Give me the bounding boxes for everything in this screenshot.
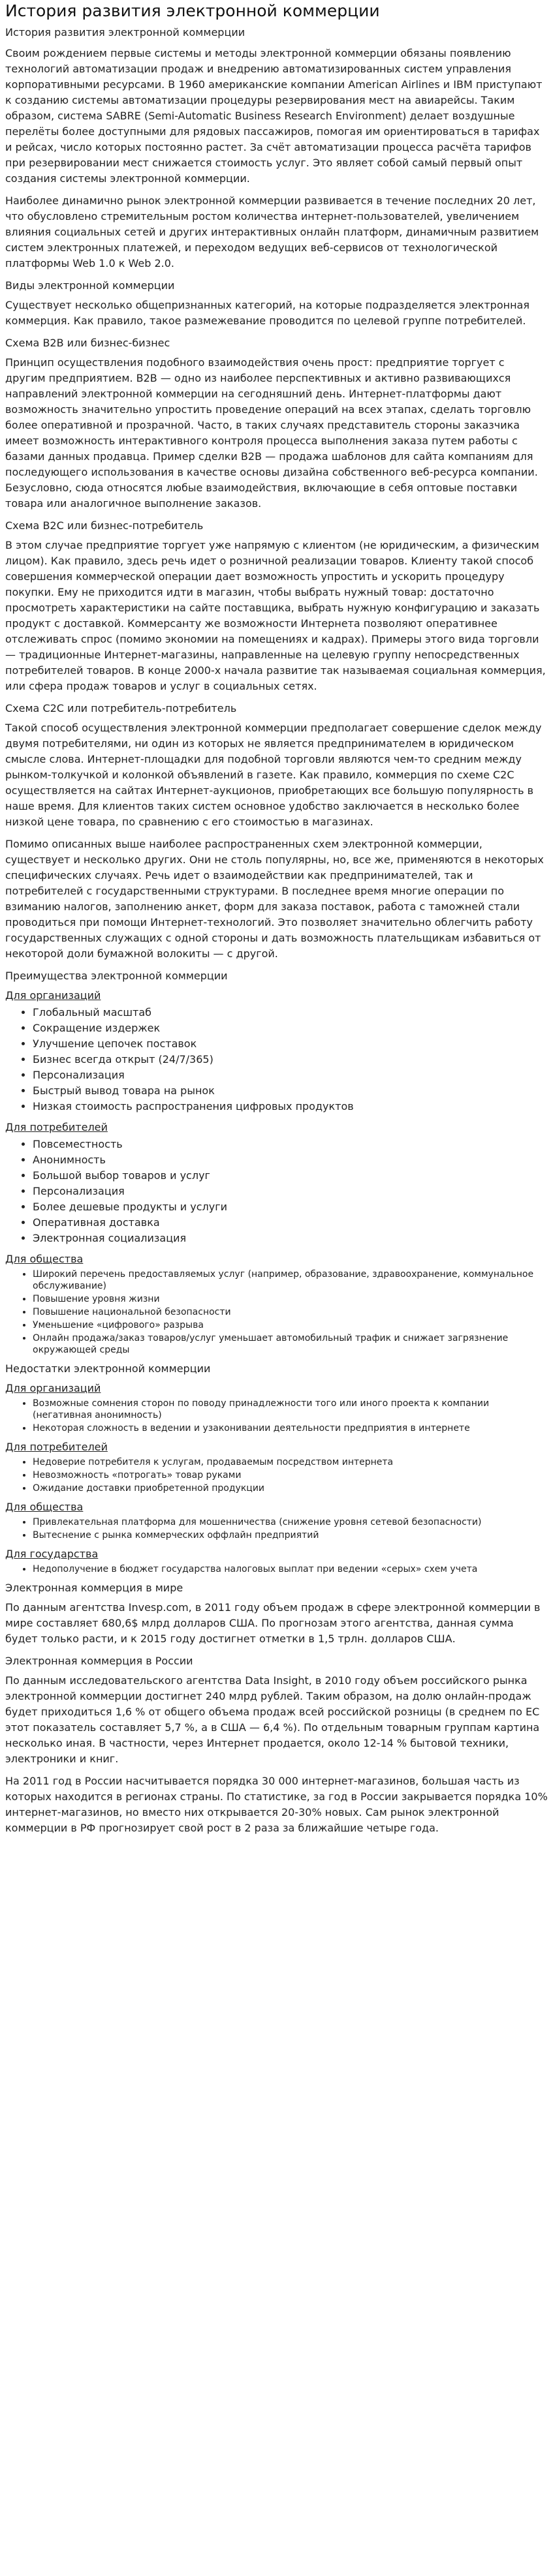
russia-paragraph-2: На 2011 год в России насчитывается порядка 30 000 интернет-магазинов, большая часть из которых находится в регионах страны. По статистике, за год в России закрывается порядка 10% интернет-магазинов, но вместо них открывается 20-30% новых. Сам рынок электронной коммерции в РФ прогнозирует свой рост в 2 раза за ближайшие четыре года. bbox=[5, 1775, 548, 1834]
intro-paragraph-1: Своим рождением первые системы и методы электронной коммерции обязаны появлению технологий автоматизации продаж и внедрению автоматизированных систем управления корпоративными ресурсами. В 1960 американские компании American Airlines и IBM приступают к созданию системы автоматизации процедуры резервирования мест на авиарейсы. Таким образом, система SABRE (Semi-Automatic Business Research Environment) делает воздушные перелёты более доступными для рядовых пассажиров, помогая им ориентироваться в тарифах и рейсах, число которых постоянно растет. За счёт автоматизации процесса расчёта тарифов при резервировании мест снижается стоимость услуг. Это являет собой самый первый опыт создания системы электронной коммерции. bbox=[5, 47, 543, 185]
list-item: • Оперативная доставка bbox=[33, 1215, 548, 1231]
c2c-heading: Схема C2C или потребитель-потребитель bbox=[5, 702, 237, 714]
list-item: • Онлайн продажа/заказ товаров/услуг уменьшает автомобильный трафик и снижает загрязнение окружающей среды bbox=[33, 1332, 548, 1356]
list-item: • Широкий перечень предоставляемых услуг (например, образование, здравоохранение, коммунальное обслуживание) bbox=[33, 1268, 548, 1292]
world-paragraph: По данным агентства Invesp.com, в 2011 году объем продаж в сфере электронной коммерции в мире составляет 680,6$ млрд долларов США. По прогнозам этого агентства, данная сумма будет только расти, и к 2015 году достигнет отметки в 1,5 трлн. долларов США. bbox=[5, 1601, 541, 1645]
list-item: • Недополучение в бюджет государства налоговых выплат при ведении «серых» схем учета bbox=[33, 1563, 548, 1575]
list-item: • Улучшение цепочек поставок bbox=[33, 1036, 548, 1052]
advantages-consumers-heading: Для потребителей bbox=[5, 1121, 108, 1133]
list-item: • Электронная социализация bbox=[33, 1231, 548, 1246]
list-item: • Привлекательная платформа для мошенничества (снижение уровня сетевой безопасности) bbox=[33, 1516, 548, 1528]
disadvantages-orgs-list bbox=[5, 1398, 548, 1434]
disadvantages-state-heading: Для государства bbox=[5, 1548, 99, 1560]
list-item: • Бизнес всегда открыт (24/7/365) bbox=[33, 1052, 548, 1067]
list-item: • Персонализация bbox=[33, 1184, 548, 1199]
b2b-heading: Схема B2B или бизнес-бизнес bbox=[5, 337, 170, 349]
list-item: • Анонимность bbox=[33, 1152, 548, 1168]
list-item: • Возможные сомнения сторон по поводу принадлежности того или иного проекта к компании (негативная анонимность) bbox=[33, 1398, 548, 1421]
list-item: • Большой выбор товаров и услуг bbox=[33, 1168, 548, 1184]
list-item: • Ожидание доставки приобретенной продукции bbox=[33, 1482, 548, 1494]
list-item: • Недоверие потребителя к услугам, продаваемым посредством интернета bbox=[33, 1456, 548, 1468]
list-item: • Сокращение издержек bbox=[33, 1020, 548, 1036]
list-item: • Быстрый вывод товара на рынок bbox=[33, 1083, 548, 1099]
section-subtitle: История развития электронной коммерции bbox=[5, 26, 245, 38]
list-item: • Невозможность «потрогать» товар руками bbox=[33, 1469, 548, 1481]
disadvantages-heading: Недостатки электронной коммерции bbox=[5, 1362, 211, 1375]
b2b-paragraph: Принцип осуществления подобного взаимодействия очень прост: предприятие торгует с другим предприятием. B2B — одно из наиболее перспективных и активно развивающихся направлений электронной коммерции на сегодняшний день. Интернет-платформы дают возможность значительно упростить проведение операций на всех этапах, сделать торговлю более оперативной и прозрачной. Часто, в таких случаях представитель стороны заказчика имеет возможность интерактивного контроля процесса выполнения заказа путем работы с базами данных продавца. Пример сделки B2B — продажа шаблонов для сайта компаниям для последующего использования в качестве основы дизайна собственного веб-ресурса компании. Безусловно, сюда относятся любые взаимодействия, включающие в себя оптовые поставки товара или аналогичное выполнение заказов. bbox=[5, 356, 538, 510]
list-item: • Уменьшение «цифрового» разрыва bbox=[33, 1319, 548, 1331]
disadvantages-society-heading: Для общества bbox=[5, 1501, 84, 1513]
list-item: • Глобальный масштаб bbox=[33, 1005, 548, 1020]
russia-heading: Электронная коммерция в России bbox=[5, 1655, 193, 1667]
advantages-consumers-list bbox=[5, 1137, 548, 1246]
types-heading: Виды электронной коммерции bbox=[5, 279, 175, 292]
intro-paragraph-2: Наиболее динамично рынок электронной коммерции развивается в течение последних 20 лет, что обусловлено стремительным ростом количества интернет-пользователей, увеличением влияния социальных сетей и других интерактивных онлайн платформ, динамичным развитием систем электронных платежей, и переходом ведущих веб-сервисов от технологической платформы Web 1.0 к Web 2.0. bbox=[5, 194, 539, 269]
list-item: • Повсеместность bbox=[33, 1137, 548, 1152]
types-intro-paragraph: Существует несколько общепризнанных категорий, на которые подразделяется электронная коммерция. Как правило, такое размежевание проводится по целевой группе потребителей. bbox=[5, 299, 529, 327]
list-item: • Более дешевые продукты и услуги bbox=[33, 1199, 548, 1215]
disadvantages-state-list bbox=[5, 1563, 548, 1575]
advantages-orgs-list bbox=[5, 1005, 548, 1114]
russia-paragraph-1: По данным исследовательского агентства Data Insight, в 2010 году объем российского рынка электронной коммерции достигнет 240 млрд рублей. Таким образом, на долю онлайн-продаж будет приходиться 1,6 % от общего объема продаж всей российской розницы (в среднем по ЕС этот показатель составляет 5,7 %, а в США — 6,4 %). По отдельным товарным группам картина несколько иная. В частности, через Интернет продается, около 12-14 % бытовой техники, электроники и книг. bbox=[5, 1674, 540, 1765]
disadvantages-orgs-heading: Для организаций bbox=[5, 1382, 101, 1394]
advantages-orgs-heading: Для организаций bbox=[5, 989, 101, 1002]
list-item: • Некоторая сложность в ведении и узаконивании деятельности предприятия в интернете bbox=[33, 1422, 548, 1434]
advantages-society-list bbox=[5, 1268, 548, 1356]
list-item: • Низкая стоимость распространения цифровых продуктов bbox=[33, 1099, 548, 1114]
list-item: • Вытеснение с рынка коммерческих оффлайн предприятий bbox=[33, 1529, 548, 1541]
list-item: • Повышение уровня жизни bbox=[33, 1293, 548, 1305]
b2c-heading: Схема B2C или бизнес-потребитель bbox=[5, 519, 204, 532]
disadvantages-consumers-heading: Для потребителей bbox=[5, 1441, 108, 1453]
disadvantages-society-list bbox=[5, 1516, 548, 1541]
other-schemes-paragraph: Помимо описанных выше наиболее распространенных схем электронной коммерции, существует и несколько других. Они не столь популярны, но, все же, применяются в некоторых специфических случаях. Речь идет о взаимодействии как предпринимателей, так и потребителей с государственными структурами. В последнее время многие операции по взиманию налогов, заполнению анкет, форм для заказа поставок, работа с таможней стали проводиться при помощи Интернет-технологий. Это позволяет значительно облегчить работу государственных служащих с одной стороны и дать возможность плательщикам избавиться от некоторой доли бумажной волокиты — с другой. bbox=[5, 838, 544, 960]
advantages-heading: Преимущества электронной коммерции bbox=[5, 970, 228, 982]
world-heading: Электронная коммерция в мире bbox=[5, 1582, 183, 1594]
advantages-society-heading: Для общества bbox=[5, 1253, 84, 1265]
list-item: • Персонализация bbox=[33, 1067, 548, 1083]
list-item: • Повышение национальной безопасности bbox=[33, 1306, 548, 1318]
disadvantages-consumers-list bbox=[5, 1456, 548, 1494]
page-title: История развития электронной коммерции bbox=[5, 1, 380, 20]
b2c-paragraph: В этом случае предприятие торгует уже напрямую с клиентом (не юридическим, а физическим лицом). Как правило, здесь речь идет о розничной реализации товаров. Клиенту такой способ совершения коммерческой операции дает возможность упростить и ускорить процедуру покупки. Ему не приходится идти в магазин, чтобы выбрать нужный товар: достаточно просмотреть характеристики на сайте поставщика, выбрать нужную конфигурацию и заказать продукт с доставкой. Коммерсанту же возможности Интернета позволяют оперативнее отслеживать спрос (помимо экономии на помещениях и кадрах). Примеры этого вида торговли — традиционные Интернет-магазины, направленные на целевую группу непосредственных потребителей товаров. В конце 2000-х начала развитие так называемая социальная коммерция, или сфера продаж товаров и услуг в социальных сетях. bbox=[5, 539, 546, 692]
c2c-paragraph: Такой способ осуществления электронной коммерции предполагает совершение сделок между двумя потребителями, ни один из которых не является предпринимателем в юридическом смысле слова. Интернет-площадки для подобной торговли являются чем-то средним между рынком-толкучкой и колонкой объявлений в газете. Как правило, коммерция по схеме C2C осуществляется на сайтах Интернет-аукционов, приобретающих все большую популярность в наше время. Для клиентов таких систем основное удобство заключается в несколько более низкой цене товара, по сравнению с его стоимостью в магазинах. bbox=[5, 722, 542, 828]
